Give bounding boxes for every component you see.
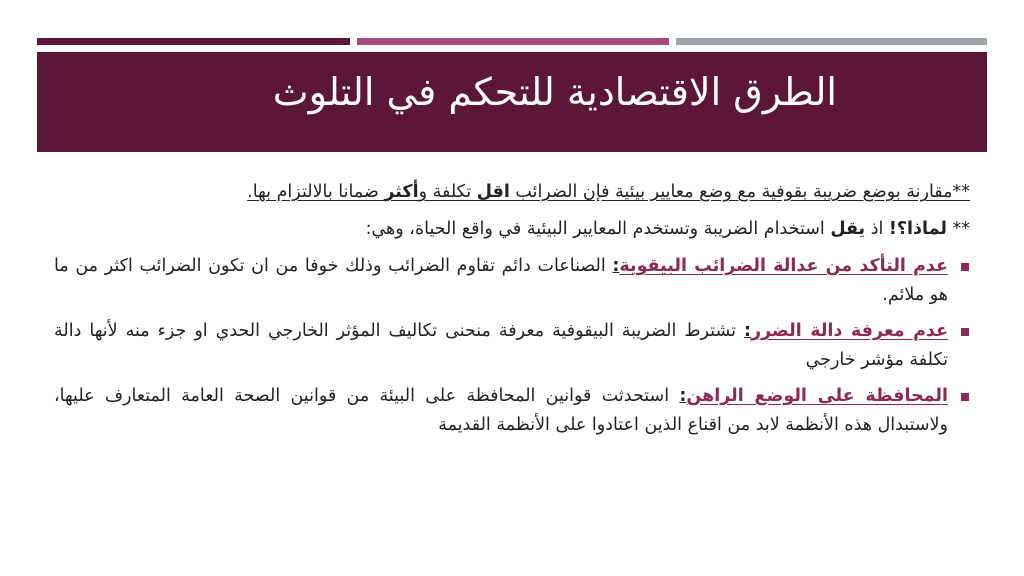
bullet-text: تشترط الضريبة البيقوفية معرفة منحنى تكاليف المؤثر الخارجي الحدي او جزء منه لأنها دالة تكلفة مؤشر خارجي bbox=[54, 321, 948, 370]
paragraph-text: اذ bbox=[865, 219, 889, 239]
emphasis-text: أكثر bbox=[384, 182, 419, 202]
paragraph-text: ** bbox=[946, 219, 970, 239]
bullet-item bbox=[54, 252, 970, 310]
bullet-colon: : bbox=[743, 321, 751, 341]
paragraph-comparison bbox=[54, 178, 970, 207]
accent-bar-magenta bbox=[357, 38, 669, 45]
bullet-keyword: عدم معرفة دالة الضرر bbox=[750, 321, 948, 341]
bullet-text: استحدثت قوانين المحافظة على البيئة من قوانين الصحة العامة المتعارف عليها، ولاستبدال هذه الأنظمة لابد من اقناع الذين اعتادوا على الأنظمة القديمة bbox=[54, 386, 948, 435]
accent-bar-gray bbox=[676, 38, 987, 45]
square-bullet-icon bbox=[961, 263, 969, 271]
accent-bar-dark bbox=[37, 38, 350, 45]
paragraph-text: **مقارنة بوضع ضريبة بقوفية مع وضع معايير بيئية فإن الضرائب bbox=[509, 182, 970, 202]
bullet-keyword: المحافظة على الوضع الراهن bbox=[686, 386, 948, 406]
paragraph-why bbox=[54, 215, 970, 244]
bullet-keyword: عدم التأكد من عدالة الضرائب البيقوية bbox=[619, 256, 948, 276]
emphasis-text: لماذا؟! bbox=[888, 219, 947, 239]
bullet-colon: : bbox=[612, 256, 620, 276]
square-bullet-icon bbox=[961, 328, 969, 336]
emphasis-text: اقل bbox=[476, 182, 510, 202]
slide-title: الطرق الاقتصادية للتحكم في التلوث bbox=[272, 70, 837, 114]
paragraph-text: ضمانا بالالتزام بها. bbox=[247, 182, 385, 202]
bullet-text: الصناعات دائم تقاوم الضرائب وذلك خوفا من ان تكون الضرائب اكثر من ما هو ملائم. bbox=[54, 256, 948, 305]
bullet-item bbox=[54, 317, 970, 375]
bullet-item bbox=[54, 382, 970, 440]
paragraph-text: استخدام الضريبة وتستخدم المعايير البيئية في واقع الحياة، وهي: bbox=[365, 219, 831, 239]
square-bullet-icon bbox=[961, 393, 969, 401]
title-band bbox=[37, 52, 987, 152]
emphasis-text: يقل bbox=[830, 219, 866, 239]
slide-body bbox=[54, 178, 970, 447]
paragraph-text: تكلفة و bbox=[418, 182, 477, 202]
bullet-colon: : bbox=[679, 386, 687, 406]
